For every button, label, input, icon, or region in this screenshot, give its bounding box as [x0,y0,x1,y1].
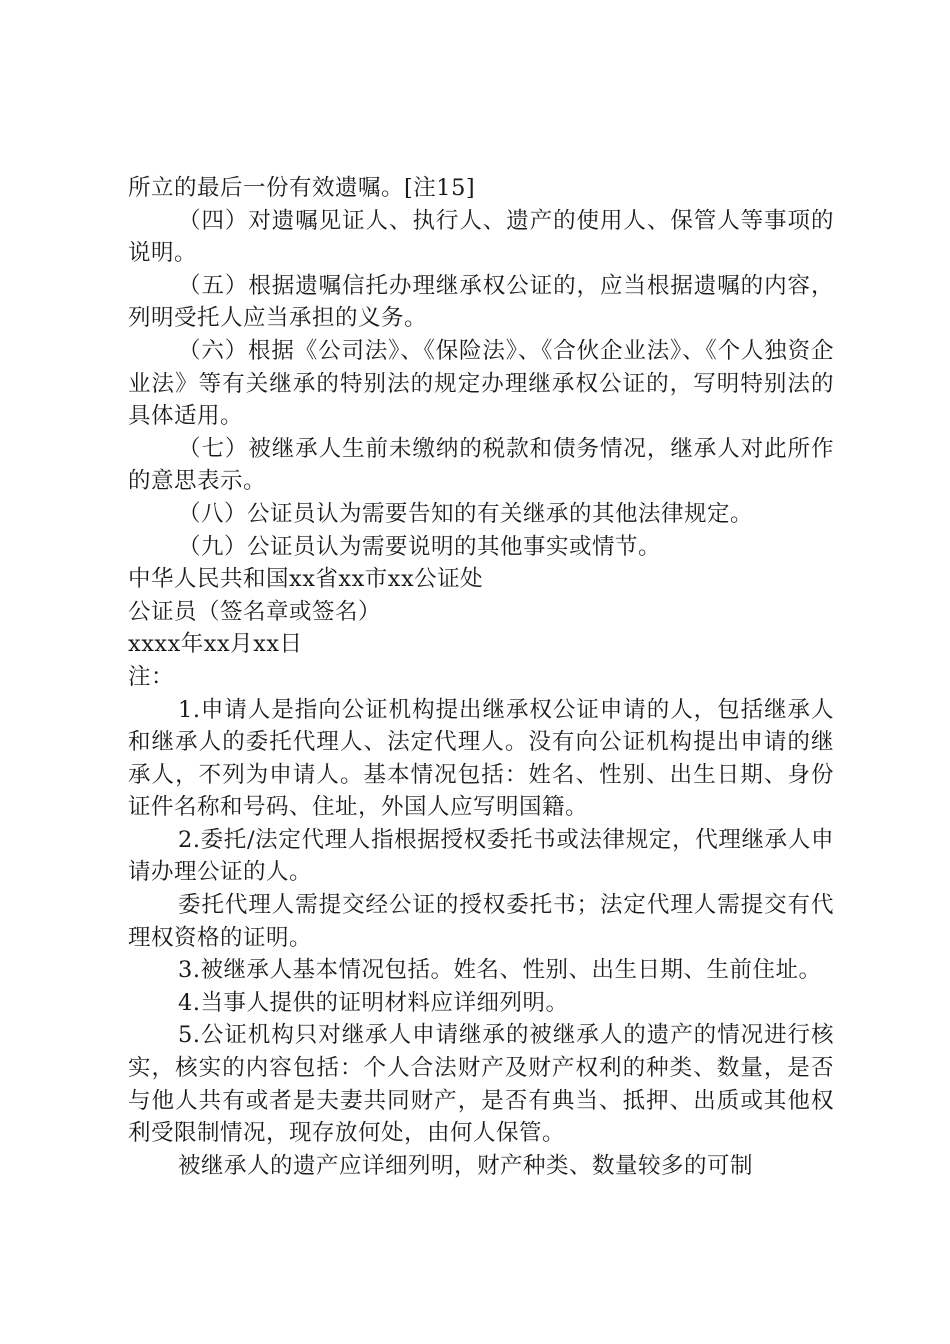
paragraph-item-8: （八）公证员认为需要告知的有关继承的其他法律规定。 [178,500,754,527]
paragraph-item-4: （四）对遗嘱见证人、执行人、遗产的使用人、保管人等事项的说明。 [128,207,834,267]
note-2-continued: 委托代理人需提交经公证的授权委托书；法定代理人需提交有代理权资格的证明。 [128,892,834,951]
paragraph-item-9: （九）公证员认为需要说明的其他事实或情节。 [178,533,662,560]
paragraph-will-continuation: 所立的最后一份有效遗嘱。[注15] [128,175,476,201]
document-date: xxxx年xx月xx日 [128,631,303,658]
paragraph-item-7: （七）被继承人生前未缴纳的税款和债务情况，继承人对此所作的意思表示。 [128,435,834,495]
note-1: 1.申请人是指向公证机构提出继承权公证申请的人，包括继承人和继承人的委托代理人、法定代理人。没有向公证机构提出申请的继承人，不列为申请人。基本情况包括：姓名、性别、出生日期、身份证件名称和号码、住址，外国人应写明国籍。 [128,696,834,821]
paragraph-item-6: （六）根据《公司法》、《保险法》、《合伙企业法》、《个人独资企业法》等有关继承的特别法的规定办理继承权公证的，写明特别法的具体适用。 [128,337,834,430]
note-3: 3.被继承人基本情况包括。姓名、性别、出生日期、生前住址。 [178,957,822,984]
notary-office-name: 中华人民共和国xx省xx市xx公证处 [128,566,484,593]
notes-heading: 注： [128,663,175,690]
note-5: 5.公证机构只对继承人申请继承的被继承人的遗产的情况进行核实，核实的内容包括：个人合法财产及财产权利的种类、数量，是否与他人共有或者是夫妻共同财产，是否有典当、抵押、出质或其他权利受限制情况，现存放何处，由何人保管。 [128,1022,834,1147]
note-5-continued: 被继承人的遗产应详细列明，财产种类、数量较多的可制 [178,1152,754,1179]
notary-signature-line: 公证员（签名章或签名） [128,598,382,625]
paragraph-item-5: （五）根据遗嘱信托办理继承权公证的，应当根据遗嘱的内容，列明受托人应当承担的义务。 [128,272,834,332]
note-2: 2.委托/法定代理人指根据授权委托书或法律规定，代理继承人申请办理公证的人。 [128,826,834,886]
note-4: 4.当事人提供的证明材料应详细列明。 [178,989,569,1016]
document-body [128,172,834,1182]
